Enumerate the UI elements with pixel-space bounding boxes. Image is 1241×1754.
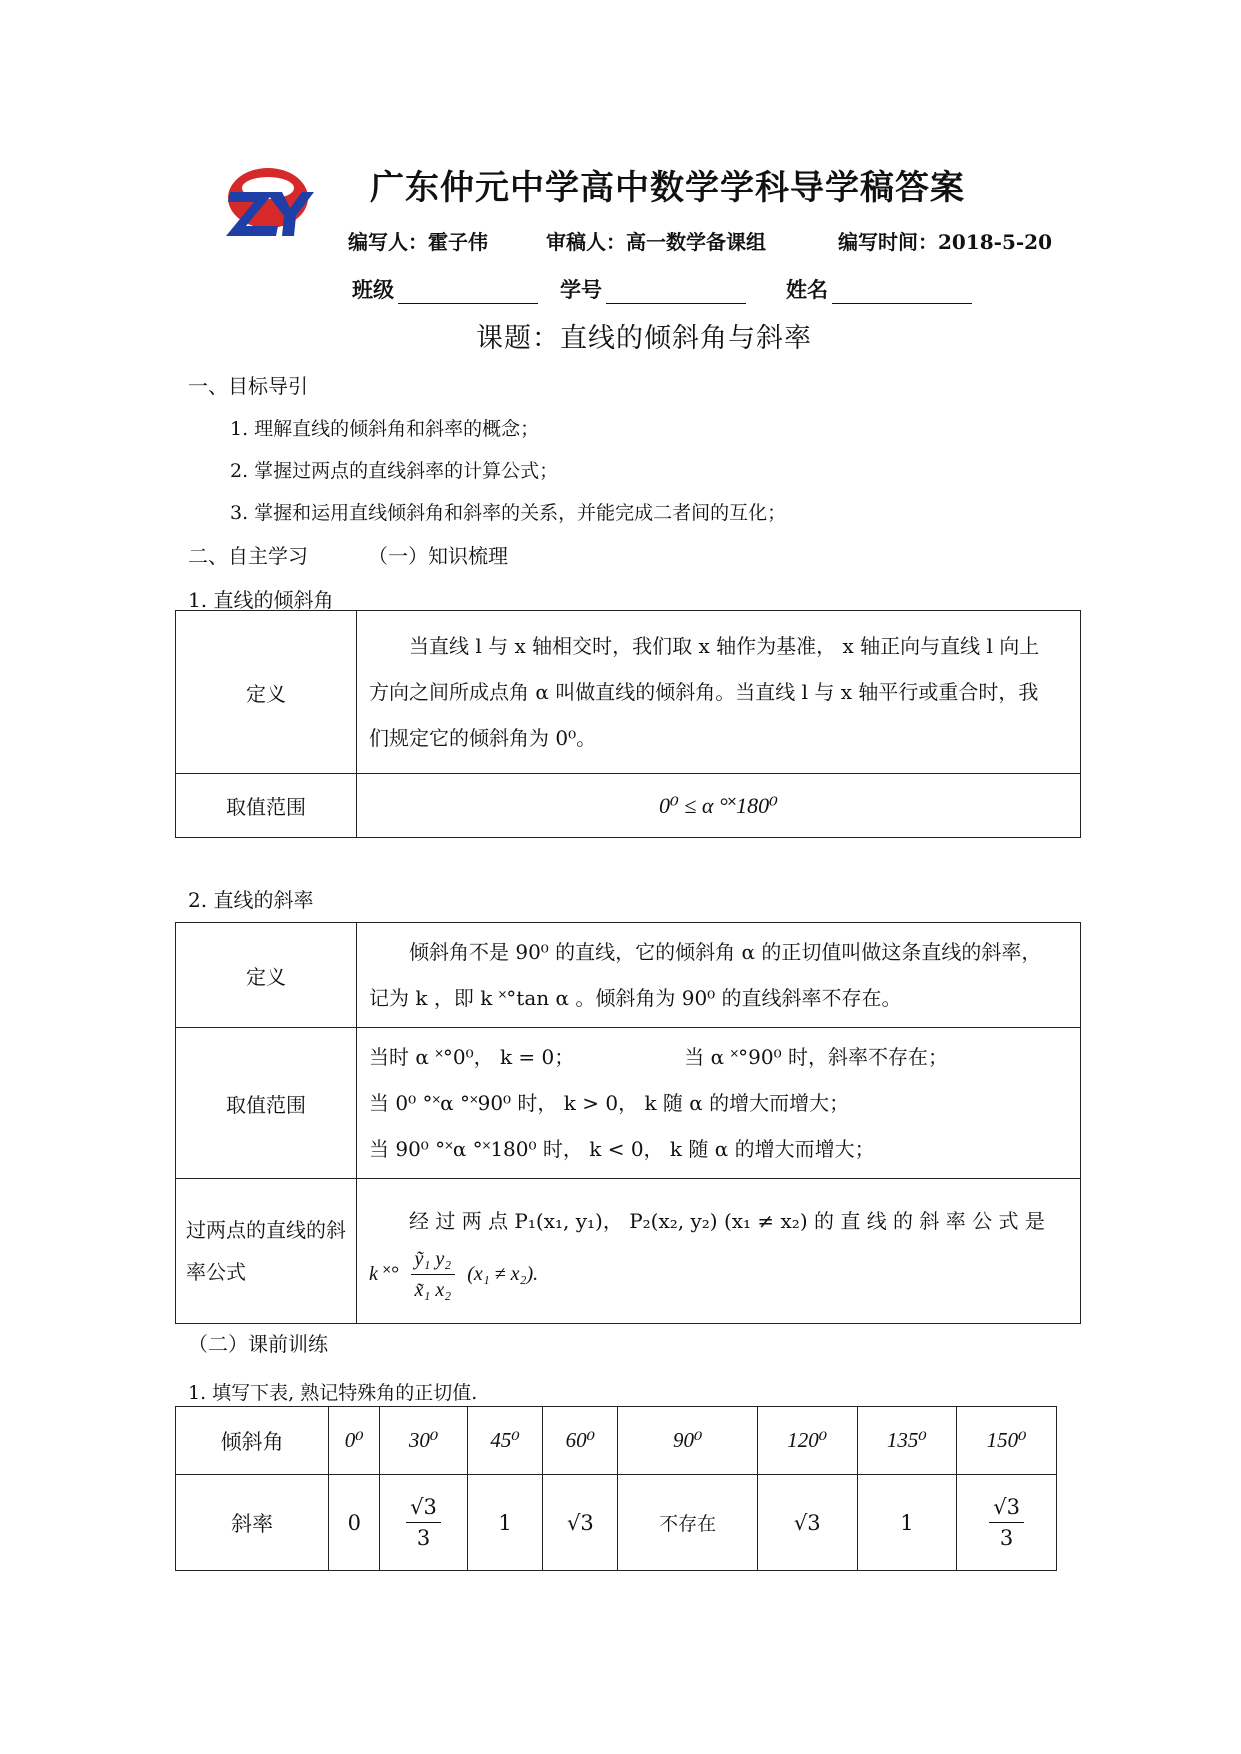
- document-title: 广东仲元中学高中数学学科导学稿答案: [370, 168, 965, 208]
- slope-range-text: 当时 α ˟°0⁰， k = 0； 当 α ˟°90⁰ 时，斜率不存在； 当 0⁰ °˟α °˟90⁰ 时， k > 0， k 随 α 的增大而增大； 当 90⁰ °˟α °˟180⁰ 时， k < 0， k 随 α 的增大而增大；: [357, 1028, 1081, 1179]
- slope-cell: 1: [857, 1475, 957, 1571]
- class-field[interactable]: 班级: [352, 274, 538, 304]
- reviewer-label: 审稿人：高一数学备课组: [546, 230, 766, 254]
- student-number-field[interactable]: 学号: [560, 274, 746, 304]
- slope-cell: 不存在: [618, 1475, 757, 1571]
- slope-cell: $\frac{√3}{3}$: [957, 1475, 1057, 1571]
- author-label: 编写人：霍子伟: [348, 230, 488, 254]
- student-name-field[interactable]: 姓名: [786, 274, 972, 304]
- definition-text: 当直线 l 与 x 轴相交时，我们取 x 轴作为基准， x 轴正向与直线 l 向上 方向之间所成点角 α 叫做直线的倾斜角。当直线 l 与 x 轴平行或重合时，我 们规定它的倾斜角为 0⁰。: [357, 611, 1081, 774]
- range-value: 0⁰ ≤ α °˟180⁰: [357, 774, 1081, 838]
- slope-table: [175, 922, 1081, 1324]
- definition-label: 定义: [176, 611, 357, 774]
- angle-cell: 45⁰: [467, 1407, 542, 1475]
- angle-cell: 120⁰: [757, 1407, 857, 1475]
- slope-cell: $\frac{√3}{3}$: [380, 1475, 468, 1571]
- school-logo: [222, 164, 314, 242]
- angle-cell: 150⁰: [957, 1407, 1057, 1475]
- inclination-table: [175, 610, 1081, 838]
- formula-text: 经 过 两 点 P₁(x₁, y₁)， P₂(x₂, y₂) (x₁ ≠ x₂) 的 直 线 的 斜 率 公 式 是 k ˟° $\frac{\text{ỹ₁ y₂}}{\text{x̃₁ x₂}}$ (x₁ ≠ x₂).: [357, 1179, 1081, 1324]
- exercise-heading: 1. 填写下表, 熟记特殊角的正切值.: [188, 1382, 478, 1404]
- angle-cell: 135⁰: [857, 1407, 957, 1475]
- slope-range-label: 取值范围: [176, 1028, 357, 1179]
- special-angles-table: [175, 1406, 1057, 1571]
- lesson-topic: 课题：直线的倾斜角与斜率: [476, 323, 812, 354]
- angle-cell: 60⁰: [543, 1407, 618, 1475]
- row-label-slope: 斜率: [176, 1475, 329, 1571]
- goal-item: 3. 掌握和运用直线倾斜角和斜率的关系，并能完成二者间的互化；: [230, 502, 787, 524]
- row-label-angle: 倾斜角: [176, 1407, 329, 1475]
- angle-cell: 0⁰: [329, 1407, 380, 1475]
- section1-heading: 一、目标导引: [188, 374, 308, 398]
- slope-cell: 0: [329, 1475, 380, 1571]
- part1-heading: 1. 直线的倾斜角: [188, 588, 334, 612]
- part2-heading: 2. 直线的斜率: [188, 888, 314, 912]
- angle-cell: 90⁰: [618, 1407, 757, 1475]
- section2-heading: 二、自主学习: [188, 544, 308, 568]
- goal-item: 2. 掌握过两点的直线斜率的计算公式；: [230, 460, 559, 482]
- formula-label: 过两点的直线的斜率公式: [176, 1179, 357, 1324]
- subsection-pretraining: （二）课前训练: [188, 1332, 328, 1356]
- slope-cell: √3: [543, 1475, 618, 1571]
- subsection-knowledge: （一）知识梳理: [368, 544, 508, 568]
- slope-cell: √3: [757, 1475, 857, 1571]
- goal-item: 1. 理解直线的倾斜角和斜率的概念；: [230, 418, 540, 440]
- slope-definition-label: 定义: [176, 923, 357, 1028]
- slope-cell: 1: [467, 1475, 542, 1571]
- slope-definition-text: 倾斜角不是 90⁰ 的直线，它的倾斜角 α 的正切值叫做这条直线的斜率， 记为 k ，即 k ˟°tan α 。倾斜角为 90⁰ 的直线斜率不存在。: [357, 923, 1081, 1028]
- date-label: 编写时间：2018-5-20: [838, 230, 1053, 254]
- range-label: 取值范围: [176, 774, 357, 838]
- angle-cell: 30⁰: [380, 1407, 468, 1475]
